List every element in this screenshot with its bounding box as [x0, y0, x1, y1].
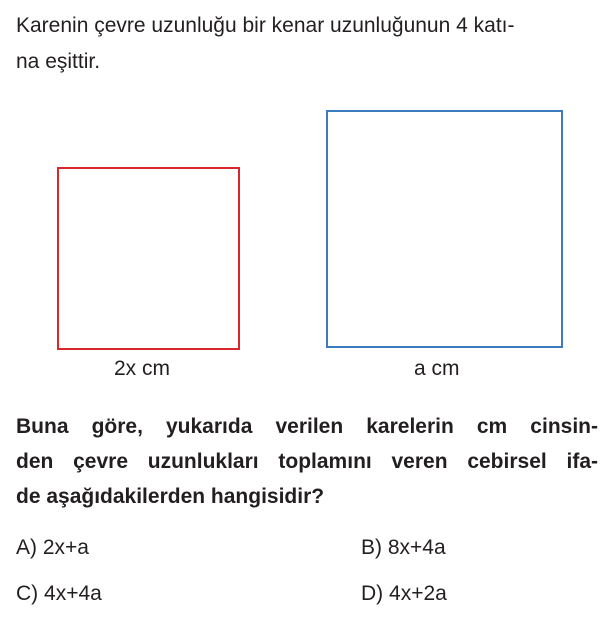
red-square — [57, 167, 240, 350]
option-a-text: 2x+a — [42, 536, 89, 559]
option-d-text: 4x+2a — [389, 582, 447, 605]
option-b-text: 8x+4a — [387, 536, 446, 559]
option-c-text: 4x+4a — [44, 582, 102, 605]
question-line-2: den çevre uzunlukları toplamını veren cebirsel ifa- — [16, 450, 598, 473]
question-line-1: Buna göre, yukarıda verilen karelerin cm cinsin- — [16, 415, 598, 438]
red-square-label: 2x cm — [114, 357, 171, 380]
blue-square-label: a cm — [414, 357, 460, 380]
option-d-letter: D) — [361, 582, 384, 605]
option-b[interactable] — [361, 535, 446, 561]
intro-line-2: na eşittir. — [16, 50, 101, 73]
option-b-letter: B) — [361, 536, 382, 559]
blue-square — [326, 110, 563, 348]
question-line-3: de aşağıdakilerden hangisidir? — [16, 485, 325, 508]
option-a[interactable] — [16, 535, 89, 561]
option-d[interactable] — [361, 581, 447, 607]
intro-line-1: Karenin çevre uzunluğu bir kenar uzunluğunun 4 katı- — [16, 14, 515, 37]
option-a-letter: A) — [16, 536, 37, 559]
option-c[interactable] — [16, 581, 102, 607]
option-c-letter: C) — [16, 582, 39, 605]
